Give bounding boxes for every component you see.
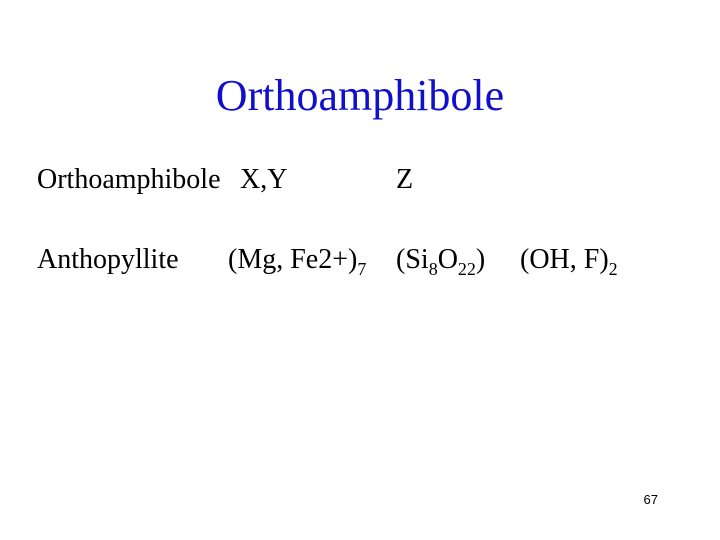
mineral-name-cell: Anthopyllite: [37, 244, 179, 275]
z-formula-oxygen: O: [437, 244, 458, 275]
extra-formula-main: (OH, F): [520, 244, 609, 275]
mineral-extra-formula: [520, 242, 618, 278]
header-name-cell: Orthoamphibole: [37, 164, 221, 195]
xy-formula-subscript: 7: [357, 259, 367, 279]
mineral-z-formula: [396, 242, 485, 278]
page-number: 67: [643, 492, 658, 507]
xy-formula-main: (Mg, Fe2+): [228, 244, 358, 275]
extra-formula-subscript: 2: [608, 259, 618, 279]
slide-title: Orthoamphibole: [215, 71, 505, 120]
mineral-xy-formula: [228, 242, 366, 278]
z-formula-open: (Si: [396, 244, 429, 275]
header-xy-cell: X,Y: [240, 164, 288, 195]
header-z-cell: Z: [396, 164, 414, 195]
z-formula-subscript-o: 22: [457, 259, 476, 279]
z-formula-subscript-si: 8: [428, 259, 438, 279]
z-formula-close: ): [475, 244, 486, 275]
